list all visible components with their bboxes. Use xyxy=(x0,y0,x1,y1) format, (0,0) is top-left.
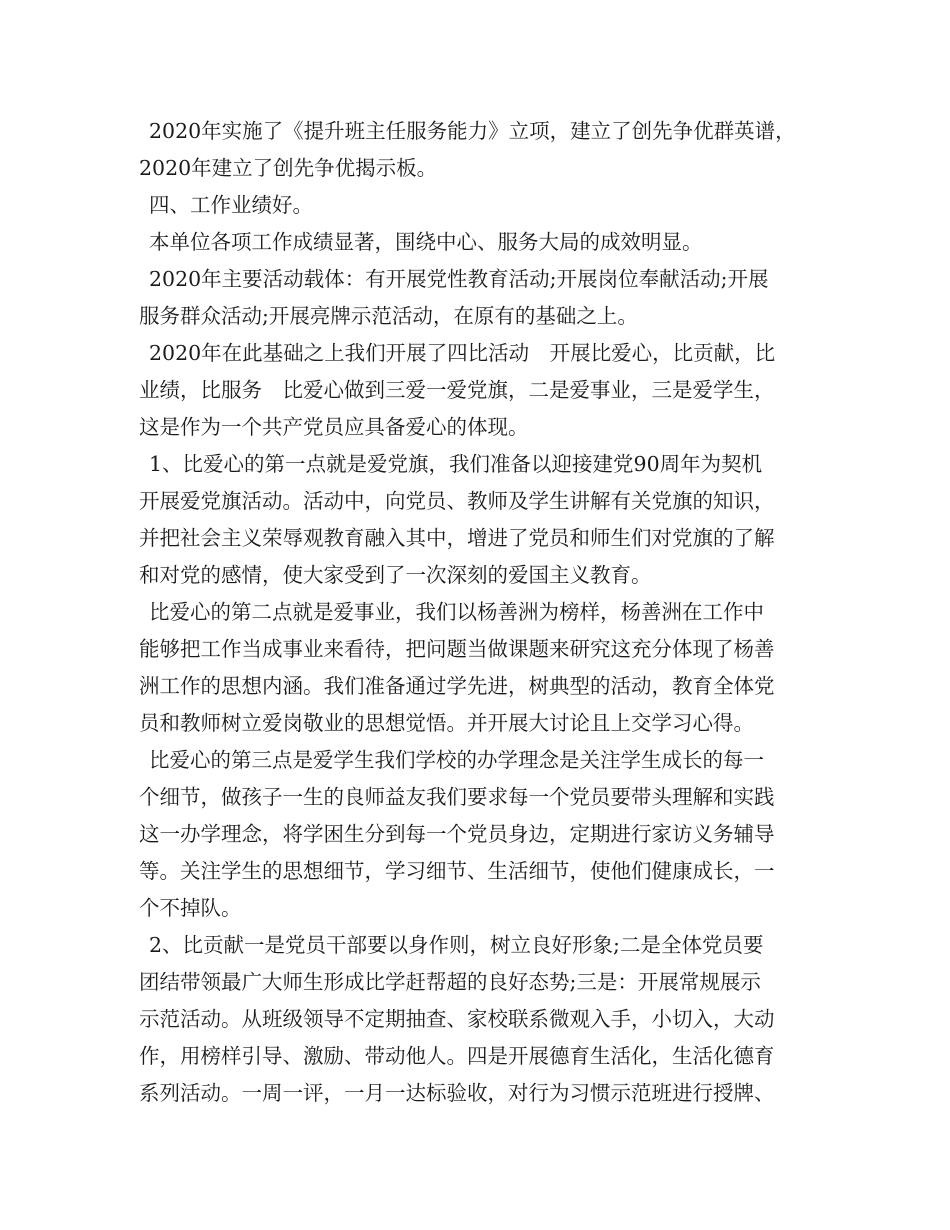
text-line: 1、比爱心的第一点就是爱党旗，我们准备以迎接建党90周年为契机 xyxy=(149,452,763,476)
text-line: 2020年在此基础之上我们开展了四比活动 开展比爱心，比贡献，比 xyxy=(149,341,776,365)
text-line: 团结带领最广大师生形成比学赶帮超的良好态势;三是：开展常规展示 xyxy=(139,970,761,994)
text-line: 个不掉队。 xyxy=(139,896,242,920)
text-line: 服务群众活动;开展亮牌示范活动，在原有的基础之上。 xyxy=(139,304,638,328)
text-line: 这是作为一个共产党员应具备爱心的体现。 xyxy=(139,415,529,439)
text-line: 洲工作的思想内涵。我们准备通过学先进，树典型的活动，教育全体党 xyxy=(139,674,775,698)
text-line: 等。关注学生的思想细节，学习细节、生活细节，使他们健康成长，一 xyxy=(139,859,775,883)
text-line: 开展爱党旗活动。活动中，向党员、教师及学生讲解有关党旗的知识， xyxy=(139,489,775,513)
text-line: 和对党的感情，使大家受到了一次深刻的爱国主义教育。 xyxy=(139,563,652,587)
text-line: 比爱心的第三点是爱学生我们学校的办学理念是关注学生成长的每一 xyxy=(149,748,764,772)
text-line: 这一办学理念，将学困生分到每一个党员身边，定期进行家访义务辅导 xyxy=(139,822,775,846)
text-line: 业绩，比服务 比爱心做到三爱一爱党旗，二是爱事业，三是爱学生， xyxy=(139,378,775,402)
text-line: 2020年实施了《提升班主任服务能力》立项，建立了创先争优群英谱， xyxy=(149,119,796,143)
text-line: 2、比贡献一是党员干部要以身作则，树立良好形象;二是全体党员要 xyxy=(149,933,764,957)
text-line: 示范活动。从班级领导不定期抽查、家校联系微观入手，小切入，大动 xyxy=(139,1007,775,1031)
text-line: 比爱心的第二点就是爱事业，我们以杨善洲为榜样，杨善洲在工作中 xyxy=(149,600,764,624)
text-line: 系列活动。一周一评，一月一达标验收，对行为习惯示范班进行授牌、 xyxy=(139,1081,775,1105)
text-line: 作，用榜样引导、激励、带动他人。四是开展德育生活化，生活化德育 xyxy=(139,1044,775,1068)
text-line: 本单位各项工作成绩显著，围绕中心、服务大局的成效明显。 xyxy=(149,230,703,254)
text-line: 员和教师树立爱岗敬业的思想觉悟。并开展大讨论且上交学习心得。 xyxy=(139,711,754,735)
text-line: 四、工作业绩好。 xyxy=(149,193,313,217)
text-line: 能够把工作当成事业来看待，把问题当做课题来研究这充分体现了杨善 xyxy=(139,637,775,661)
text-line: 2020年建立了创先争优揭示板。 xyxy=(139,156,438,180)
document-body xyxy=(139,113,819,1112)
text-line: 并把社会主义荣辱观教育融入其中，增进了党员和师生们对党旗的了解 xyxy=(139,526,775,550)
text-line: 个细节，做孩子一生的良师益友我们要求每一个党员要带头理解和实践 xyxy=(139,785,775,809)
text-line: 2020年主要活动载体：有开展党性教育活动;开展岗位奉献活动;开展 xyxy=(149,267,769,291)
